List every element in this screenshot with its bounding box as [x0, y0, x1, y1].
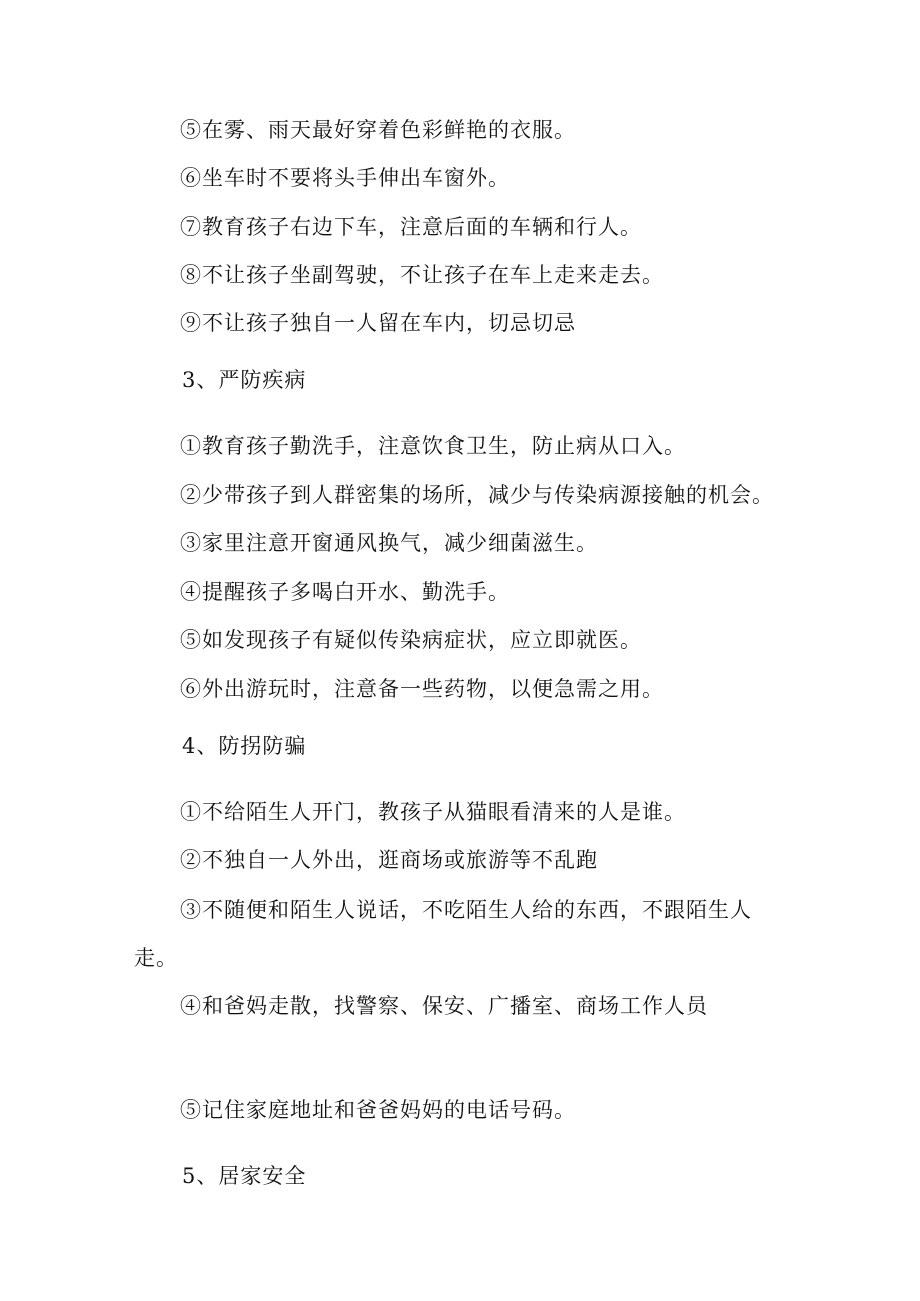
traffic-item-7: ⑦教育孩子右边下车，注意后面的车辆和行人。: [180, 215, 642, 239]
disease-item-5: ⑤如发现孩子有疑似传染病症状，应立即就医。: [180, 628, 642, 652]
abduction-item-3-line-2: 走。: [134, 946, 178, 970]
disease-item-6: ⑥外出游玩时，注意备一些药物，以便急需之用。: [180, 677, 664, 701]
abduction-item-3-line-1: ③不随便和陌生人说话，不吃陌生人给的东西，不跟陌生人: [180, 898, 752, 922]
disease-item-1: ①教育孩子勤洗手，注意饮食卫生，防止病从口入。: [180, 434, 686, 458]
section-3-heading: 3、严防疾病: [182, 368, 307, 392]
traffic-item-8: ⑧不让孩子坐副驾驶，不让孩子在车上走来走去。: [180, 263, 664, 287]
abduction-item-4: ④和爸妈走散，找警察、保安、广播室、商场工作人员: [180, 994, 708, 1018]
abduction-item-5: ⑤记住家庭地址和爸爸妈妈的电话号码。: [180, 1098, 576, 1122]
section-5-heading: 5、居家安全: [182, 1164, 307, 1188]
disease-item-3: ③家里注意开窗通风换气，减少细菌滋生。: [180, 531, 598, 555]
traffic-item-9: ⑨不让孩子独自一人留在车内，切忌切忌: [180, 311, 576, 335]
traffic-item-6: ⑥坐车时不要将头手伸出车窗外。: [180, 166, 510, 190]
disease-item-2: ②少带孩子到人群密集的场所，减少与传染病源接触的机会。: [180, 483, 774, 507]
traffic-item-5: ⑤在雾、雨天最好穿着色彩鲜艳的衣服。: [180, 118, 576, 142]
disease-item-4: ④提醒孩子多喝白开水、勤洗手。: [180, 580, 510, 604]
section-4-heading: 4、防拐防骗: [182, 734, 307, 758]
abduction-item-1: ①不给陌生人开门，教孩子从猫眼看清来的人是谁。: [180, 800, 686, 824]
abduction-item-2: ②不独自一人外出，逛商场或旅游等不乱跑: [180, 848, 598, 872]
